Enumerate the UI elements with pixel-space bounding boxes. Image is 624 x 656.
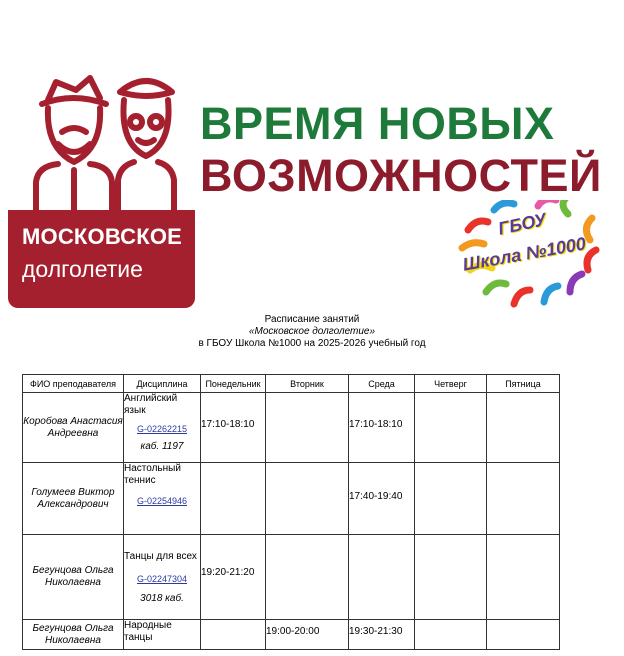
table-row (23, 463, 560, 535)
teacher-cell: Коробова Анастасия Андреевна (23, 393, 124, 463)
room-label: каб. 1197 (140, 441, 184, 452)
discipline-name: Танцы для всех (124, 551, 197, 562)
tuesday-time: 19:00-20:00 (266, 620, 349, 650)
logo-text-line2: долголетие (22, 256, 143, 282)
discipline-name: Народные танцы (124, 620, 172, 643)
monday-time (201, 463, 266, 535)
header-teacher: ФИО преподавателя (23, 375, 124, 393)
schedule-table (22, 374, 560, 650)
thursday-time (415, 535, 487, 620)
wednesday-time: 19:30-21:30 (349, 620, 415, 650)
monday-time: 17:10-18:10 (201, 393, 266, 463)
school-logo (458, 200, 603, 310)
tuesday-time (266, 463, 349, 535)
header-friday: Пятница (487, 375, 560, 393)
moscow-longevity-logo (8, 70, 195, 308)
monday-time: 19:20-21:20 (201, 535, 266, 620)
school-logo-line2: Школа №1000 (461, 233, 588, 275)
thursday-time (415, 463, 487, 535)
table-row (23, 620, 560, 650)
discipline-cell (124, 620, 201, 650)
logo-plate (8, 210, 195, 308)
teacher-cell: Голумеев Виктор Александрович (23, 463, 124, 535)
header-thursday: Четверг (415, 375, 487, 393)
wednesday-time: 17:40-19:40 (349, 463, 415, 535)
headline-line2: ВОЗМОЖНОСТЕЙ (200, 150, 602, 201)
table-row (23, 535, 560, 620)
friday-time (487, 393, 560, 463)
headline-line1: ВРЕМЯ НОВЫХ (200, 98, 555, 149)
schedule-title: Расписание занятий (264, 314, 360, 325)
thursday-time (415, 620, 487, 650)
table-row (23, 393, 560, 463)
tuesday-time (266, 393, 349, 463)
discipline-cell (124, 535, 201, 620)
course-code-link[interactable]: G-02247304 (136, 574, 188, 584)
logo-text-line1: МОСКОВСКОЕ (22, 224, 183, 249)
tuesday-time (266, 535, 349, 620)
elderly-couple-icon (28, 70, 178, 210)
schedule-subtitle: в ГБОУ Школа №1000 на 2025-2026 учебный год (198, 338, 426, 349)
discipline-name: Настольный теннис (124, 463, 181, 486)
discipline-cell (124, 393, 201, 463)
friday-time (487, 620, 560, 650)
wednesday-time: 17:10-18:10 (349, 393, 415, 463)
teacher-cell: Бегунцова Ольга Николаевна (23, 620, 124, 650)
header-monday: Понедельник (201, 375, 266, 393)
room-label: 3018 каб. (140, 593, 184, 604)
monday-time (201, 620, 266, 650)
teacher-cell: Бегунцова Ольга Николаевна (23, 535, 124, 620)
discipline-name: Английский язык (124, 393, 178, 416)
schedule-program: «Московское долголетие» (248, 326, 376, 337)
table-header-row (23, 375, 560, 393)
friday-time (487, 535, 560, 620)
header-discipline: Дисциплина (124, 375, 201, 393)
friday-time (487, 463, 560, 535)
header-tuesday: Вторник (266, 375, 349, 393)
discipline-cell (124, 463, 201, 535)
course-code-link[interactable]: G-02254946 (136, 496, 188, 506)
wednesday-time (349, 535, 415, 620)
thursday-time (415, 393, 487, 463)
school-logo-line1: ГБОУ (496, 209, 549, 239)
course-code-link[interactable]: G-02262215 (136, 424, 188, 434)
header-wednesday: Среда (349, 375, 415, 393)
